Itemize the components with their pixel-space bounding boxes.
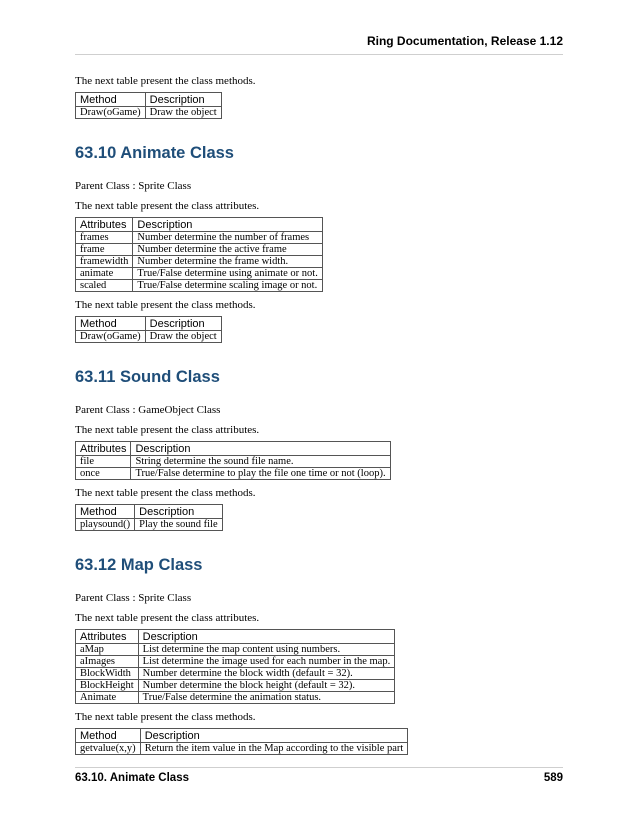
table-row (76, 232, 323, 244)
column-header: Description (135, 505, 222, 519)
column-header: Attributes (76, 442, 131, 456)
table-row (76, 743, 408, 755)
table-cell: animate (76, 268, 133, 280)
table-cell: Draw the object (145, 107, 221, 119)
table-cell: Number determine the block width (default = 32). (138, 668, 395, 680)
methods-table-map (75, 728, 408, 755)
methods-intro-text: The next table present the class methods. (75, 299, 256, 311)
table-cell: True/False determine to play the file one time or not (loop). (131, 468, 390, 480)
table-cell: playsound() (76, 519, 135, 531)
footer-rule (75, 767, 563, 768)
table-cell: aMap (76, 644, 139, 656)
table-cell: Return the item value in the Map according to the visible part (140, 743, 408, 755)
section-heading-sound: 63.11 Sound Class (75, 368, 220, 386)
table-header-row (76, 218, 323, 232)
parent-class-text: Parent Class : GameObject Class (75, 404, 221, 416)
table-cell: List determine the map content using numbers. (138, 644, 395, 656)
table-cell: file (76, 456, 131, 468)
attributes-table-map (75, 629, 395, 704)
attributes-intro-text: The next table present the class attributes. (75, 612, 260, 624)
column-header: Description (133, 218, 322, 232)
column-header: Method (76, 317, 146, 331)
running-header: Ring Documentation, Release 1.12 (366, 34, 563, 48)
table-row (76, 468, 391, 480)
column-header: Description (140, 729, 408, 743)
page-number: 589 (543, 772, 563, 784)
table-cell: Play the sound file (135, 519, 222, 531)
table-row (76, 107, 222, 119)
parent-class-text: Parent Class : Sprite Class (75, 592, 192, 604)
table-cell: BlockWidth (76, 668, 139, 680)
table-row (76, 656, 395, 668)
table-cell: Number determine the number of frames (133, 232, 322, 244)
table-cell: Number determine the block height (default = 32). (138, 680, 395, 692)
table-cell: Animate (76, 692, 139, 704)
table-cell: Draw(oGame) (76, 331, 146, 343)
table-row (76, 680, 395, 692)
column-header: Attributes (76, 630, 139, 644)
table-cell: once (76, 468, 131, 480)
table-header-row (76, 442, 391, 456)
table-row (76, 268, 323, 280)
table-header-row (76, 630, 395, 644)
column-header: Method (76, 505, 135, 519)
table-row (76, 668, 395, 680)
methods-intro-text: The next table present the class methods. (75, 487, 256, 499)
table-header-row (76, 729, 408, 743)
methods-table-sound (75, 504, 223, 531)
methods-intro-text: The next table present the class methods. (75, 711, 256, 723)
table-cell: String determine the sound file name. (131, 456, 390, 468)
table-cell: frames (76, 232, 133, 244)
table-cell: aImages (76, 656, 139, 668)
column-header: Description (131, 442, 390, 456)
column-header: Method (76, 93, 146, 107)
section-heading-map: 63.12 Map Class (75, 556, 203, 574)
table-cell: framewidth (76, 256, 133, 268)
table-row (76, 280, 323, 292)
table-row (76, 331, 222, 343)
table-cell: BlockHeight (76, 680, 139, 692)
attributes-intro-text: The next table present the class attributes. (75, 200, 260, 212)
column-header: Description (138, 630, 395, 644)
table-row (76, 519, 223, 531)
table-row (76, 644, 395, 656)
table-cell: scaled (76, 280, 133, 292)
column-header: Attributes (76, 218, 133, 232)
table-cell: Draw the object (145, 331, 221, 343)
methods-table-sprite (75, 92, 222, 119)
table-header-row (76, 317, 222, 331)
table-row (76, 692, 395, 704)
table-cell: getvalue(x,y) (76, 743, 141, 755)
table-cell: True/False determine the animation status. (138, 692, 395, 704)
attributes-table-sound (75, 441, 391, 480)
table-cell: Draw(oGame) (76, 107, 146, 119)
column-header: Description (145, 317, 221, 331)
methods-table-animate (75, 316, 222, 343)
table-cell: Number determine the active frame (133, 244, 322, 256)
column-header: Description (145, 93, 221, 107)
table-cell: Number determine the frame width. (133, 256, 322, 268)
table-cell: frame (76, 244, 133, 256)
running-footer (75, 772, 563, 784)
attributes-table-animate (75, 217, 323, 292)
intro-text: The next table present the class methods. (75, 75, 256, 87)
table-cell: List determine the image used for each number in the map. (138, 656, 395, 668)
table-row (76, 256, 323, 268)
table-cell: True/False determine using animate or not. (133, 268, 322, 280)
column-header: Method (76, 729, 141, 743)
table-cell: True/False determine scaling image or not. (133, 280, 322, 292)
table-header-row (76, 93, 222, 107)
footer-section-title: 63.10. Animate Class (75, 772, 189, 784)
parent-class-text: Parent Class : Sprite Class (75, 180, 192, 192)
table-row (76, 456, 391, 468)
header-rule (75, 54, 563, 55)
section-heading-animate: 63.10 Animate Class (75, 144, 234, 162)
table-header-row (76, 505, 223, 519)
attributes-intro-text: The next table present the class attributes. (75, 424, 260, 436)
page-content (75, 74, 565, 755)
table-row (76, 244, 323, 256)
